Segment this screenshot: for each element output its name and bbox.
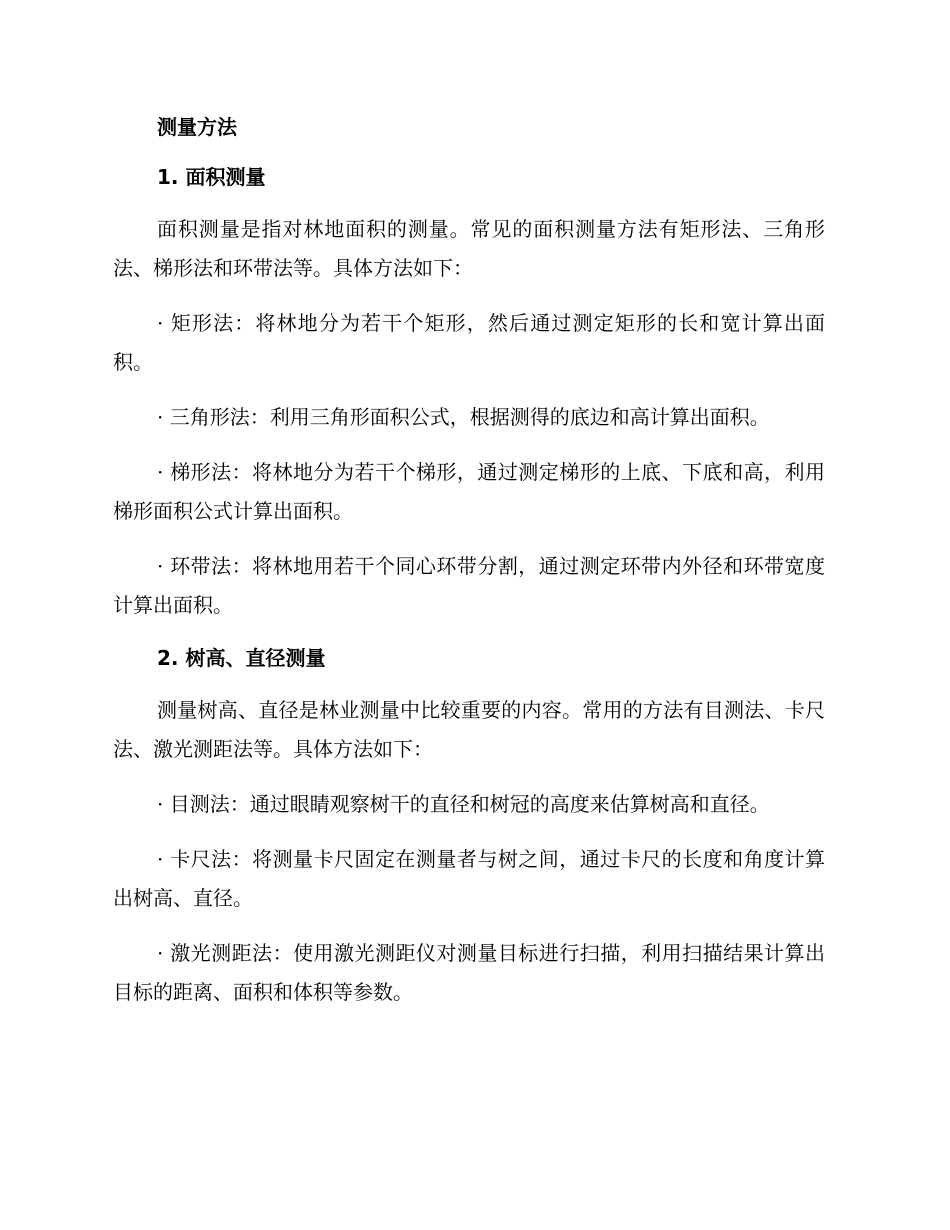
list-item: · 激光测距法：使用激光测距仪对测量目标进行扫描，利用扫描结果计算出目标的距离、面积和体积等参数。 (113, 941, 825, 1004)
list-item: · 三角形法：利用三角形面积公式，根据测得的底边和高计算出面积。 (157, 405, 770, 429)
list-item: · 卡尺法：将测量卡尺固定在测量者与树之间，通过卡尺的长度和角度计算出树高、直径。 (113, 847, 825, 910)
section-intro-area: 面积测量是指对林地面积的测量。常见的面积测量方法有矩形法、三角形法、梯形法和环带法等。具体方法如下： (113, 217, 825, 280)
list-item: · 矩形法：将林地分为若干个矩形，然后通过测定矩形的长和宽计算出面积。 (113, 311, 825, 374)
section-intro-tree: 测量树高、直径是林业测量中比较重要的内容。常用的方法有目测法、卡尺法、激光测距法等。具体方法如下： (113, 698, 825, 761)
document-page (113, 110, 825, 1012)
section-heading-area: 1. 面积测量 (157, 165, 266, 189)
list-item: · 梯形法：将林地分为若干个梯形，通过测定梯形的上底、下底和高，利用梯形面积公式计算出面积。 (113, 460, 825, 523)
list-item: · 环带法：将林地用若干个同心环带分割，通过测定环带内外径和环带宽度计算出面积。 (113, 554, 825, 617)
list-item: · 目测法：通过眼睛观察树干的直径和树冠的高度来估算树高和直径。 (157, 792, 770, 816)
section-heading-tree: 2. 树高、直径测量 (157, 646, 326, 670)
page-title: 测量方法 (157, 115, 237, 139)
